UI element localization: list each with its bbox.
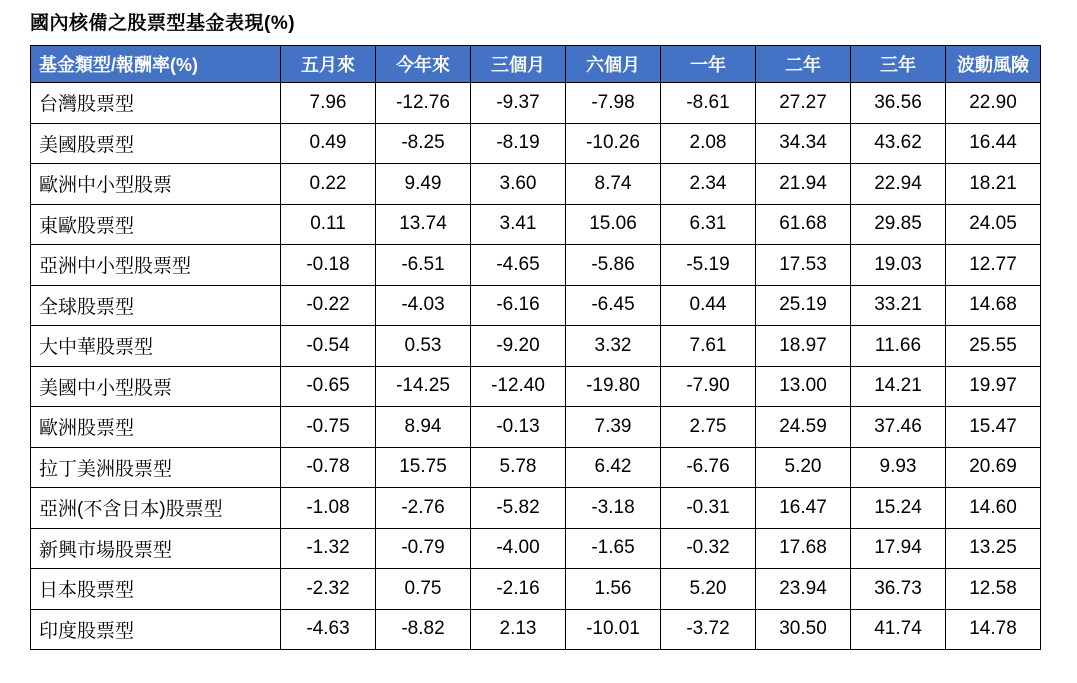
- column-header: 六個月: [566, 46, 661, 83]
- value-cell: 24.05: [946, 204, 1041, 245]
- value-cell: 15.06: [566, 204, 661, 245]
- value-cell: 25.19: [756, 285, 851, 326]
- value-cell: 0.44: [661, 285, 756, 326]
- column-header: 五月來: [281, 46, 376, 83]
- value-cell: -1.08: [281, 488, 376, 529]
- table-row: [31, 488, 1041, 529]
- table-row: [31, 447, 1041, 488]
- column-header: 一年: [661, 46, 756, 83]
- value-cell: 17.68: [756, 528, 851, 569]
- value-cell: -5.82: [471, 488, 566, 529]
- value-cell: 37.46: [851, 407, 946, 448]
- value-cell: -8.25: [376, 123, 471, 164]
- value-cell: 6.31: [661, 204, 756, 245]
- value-cell: -4.65: [471, 245, 566, 286]
- value-cell: -0.78: [281, 447, 376, 488]
- value-cell: -10.26: [566, 123, 661, 164]
- value-cell: 14.60: [946, 488, 1041, 529]
- value-cell: 14.68: [946, 285, 1041, 326]
- value-cell: -1.32: [281, 528, 376, 569]
- fund-performance-table: [30, 45, 1041, 650]
- value-cell: 18.97: [756, 326, 851, 367]
- value-cell: -6.45: [566, 285, 661, 326]
- value-cell: 12.77: [946, 245, 1041, 286]
- value-cell: 27.27: [756, 83, 851, 124]
- value-cell: -0.79: [376, 528, 471, 569]
- value-cell: -7.98: [566, 83, 661, 124]
- table-row: [31, 204, 1041, 245]
- value-cell: -0.75: [281, 407, 376, 448]
- value-cell: 36.73: [851, 569, 946, 610]
- value-cell: 29.85: [851, 204, 946, 245]
- table-row: [31, 245, 1041, 286]
- value-cell: -2.32: [281, 569, 376, 610]
- fund-type-cell: 台灣股票型: [31, 83, 281, 124]
- value-cell: -5.86: [566, 245, 661, 286]
- fund-type-cell: 亞洲(不含日本)股票型: [31, 488, 281, 529]
- value-cell: -0.65: [281, 366, 376, 407]
- value-cell: 19.97: [946, 366, 1041, 407]
- value-cell: -2.16: [471, 569, 566, 610]
- value-cell: 15.24: [851, 488, 946, 529]
- page-title: 國內核備之股票型基金表現(%): [30, 13, 296, 34]
- value-cell: 33.21: [851, 285, 946, 326]
- value-cell: 23.94: [756, 569, 851, 610]
- value-cell: 22.90: [946, 83, 1041, 124]
- fund-type-cell: 拉丁美洲股票型: [31, 447, 281, 488]
- fund-type-cell: 全球股票型: [31, 285, 281, 326]
- table-row: [31, 528, 1041, 569]
- value-cell: 14.21: [851, 366, 946, 407]
- value-cell: 14.78: [946, 609, 1041, 650]
- value-cell: -19.80: [566, 366, 661, 407]
- header-row: [31, 46, 1041, 83]
- value-cell: 8.74: [566, 164, 661, 205]
- value-cell: 19.03: [851, 245, 946, 286]
- value-cell: -8.61: [661, 83, 756, 124]
- column-header: 今年來: [376, 46, 471, 83]
- value-cell: -5.19: [661, 245, 756, 286]
- value-cell: -0.31: [661, 488, 756, 529]
- value-cell: 61.68: [756, 204, 851, 245]
- value-cell: -2.76: [376, 488, 471, 529]
- value-cell: -14.25: [376, 366, 471, 407]
- value-cell: -0.13: [471, 407, 566, 448]
- value-cell: 1.56: [566, 569, 661, 610]
- value-cell: -9.37: [471, 83, 566, 124]
- value-cell: 7.96: [281, 83, 376, 124]
- fund-type-cell: 新興市場股票型: [31, 528, 281, 569]
- value-cell: 34.34: [756, 123, 851, 164]
- value-cell: -8.19: [471, 123, 566, 164]
- table-row: [31, 609, 1041, 650]
- value-cell: 25.55: [946, 326, 1041, 367]
- value-cell: -0.18: [281, 245, 376, 286]
- value-cell: 5.78: [471, 447, 566, 488]
- value-cell: -7.90: [661, 366, 756, 407]
- value-cell: -0.22: [281, 285, 376, 326]
- value-cell: 16.44: [946, 123, 1041, 164]
- value-cell: -4.03: [376, 285, 471, 326]
- table-row: [31, 366, 1041, 407]
- value-cell: 9.49: [376, 164, 471, 205]
- value-cell: 12.58: [946, 569, 1041, 610]
- value-cell: 11.66: [851, 326, 946, 367]
- value-cell: -12.40: [471, 366, 566, 407]
- value-cell: 3.41: [471, 204, 566, 245]
- value-cell: -12.76: [376, 83, 471, 124]
- value-cell: 43.62: [851, 123, 946, 164]
- value-cell: 0.22: [281, 164, 376, 205]
- value-cell: 3.32: [566, 326, 661, 367]
- value-cell: -3.72: [661, 609, 756, 650]
- value-cell: 13.25: [946, 528, 1041, 569]
- value-cell: -6.16: [471, 285, 566, 326]
- fund-type-cell: 東歐股票型: [31, 204, 281, 245]
- column-header: 二年: [756, 46, 851, 83]
- value-cell: 2.08: [661, 123, 756, 164]
- value-cell: 2.75: [661, 407, 756, 448]
- value-cell: 5.20: [661, 569, 756, 610]
- value-cell: 6.42: [566, 447, 661, 488]
- table-row: [31, 164, 1041, 205]
- table-row: [31, 123, 1041, 164]
- table-row: [31, 569, 1041, 610]
- value-cell: -3.18: [566, 488, 661, 529]
- value-cell: 22.94: [851, 164, 946, 205]
- fund-type-cell: 印度股票型: [31, 609, 281, 650]
- value-cell: 30.50: [756, 609, 851, 650]
- fund-type-cell: 美國中小型股票: [31, 366, 281, 407]
- value-cell: 0.49: [281, 123, 376, 164]
- value-cell: 0.11: [281, 204, 376, 245]
- value-cell: 7.39: [566, 407, 661, 448]
- table-row: [31, 285, 1041, 326]
- value-cell: 21.94: [756, 164, 851, 205]
- value-cell: -8.82: [376, 609, 471, 650]
- fund-type-cell: 歐洲中小型股票: [31, 164, 281, 205]
- value-cell: -0.32: [661, 528, 756, 569]
- value-cell: 8.94: [376, 407, 471, 448]
- fund-type-cell: 歐洲股票型: [31, 407, 281, 448]
- value-cell: 13.00: [756, 366, 851, 407]
- value-cell: 36.56: [851, 83, 946, 124]
- value-cell: 20.69: [946, 447, 1041, 488]
- value-cell: 15.47: [946, 407, 1041, 448]
- value-cell: -4.63: [281, 609, 376, 650]
- value-cell: -10.01: [566, 609, 661, 650]
- value-cell: 9.93: [851, 447, 946, 488]
- value-cell: -9.20: [471, 326, 566, 367]
- value-cell: 7.61: [661, 326, 756, 367]
- fund-type-cell: 日本股票型: [31, 569, 281, 610]
- value-cell: 18.21: [946, 164, 1041, 205]
- fund-type-cell: 美國股票型: [31, 123, 281, 164]
- value-cell: -6.76: [661, 447, 756, 488]
- value-cell: 0.75: [376, 569, 471, 610]
- value-cell: -4.00: [471, 528, 566, 569]
- value-cell: 2.34: [661, 164, 756, 205]
- column-header: 三個月: [471, 46, 566, 83]
- value-cell: 2.13: [471, 609, 566, 650]
- value-cell: 13.74: [376, 204, 471, 245]
- value-cell: -0.54: [281, 326, 376, 367]
- fund-type-cell: 亞洲中小型股票型: [31, 245, 281, 286]
- column-header: 波動風險: [946, 46, 1041, 83]
- table-row: [31, 326, 1041, 367]
- column-header-fund-type: 基金類型/報酬率(%): [31, 46, 281, 83]
- value-cell: -1.65: [566, 528, 661, 569]
- fund-type-cell: 大中華股票型: [31, 326, 281, 367]
- value-cell: 17.94: [851, 528, 946, 569]
- column-header: 三年: [851, 46, 946, 83]
- value-cell: 16.47: [756, 488, 851, 529]
- value-cell: 3.60: [471, 164, 566, 205]
- value-cell: 15.75: [376, 447, 471, 488]
- value-cell: 17.53: [756, 245, 851, 286]
- table-row: [31, 83, 1041, 124]
- value-cell: 41.74: [851, 609, 946, 650]
- value-cell: 0.53: [376, 326, 471, 367]
- table-body: [31, 83, 1041, 650]
- value-cell: 5.20: [756, 447, 851, 488]
- value-cell: -6.51: [376, 245, 471, 286]
- value-cell: 24.59: [756, 407, 851, 448]
- table-row: [31, 407, 1041, 448]
